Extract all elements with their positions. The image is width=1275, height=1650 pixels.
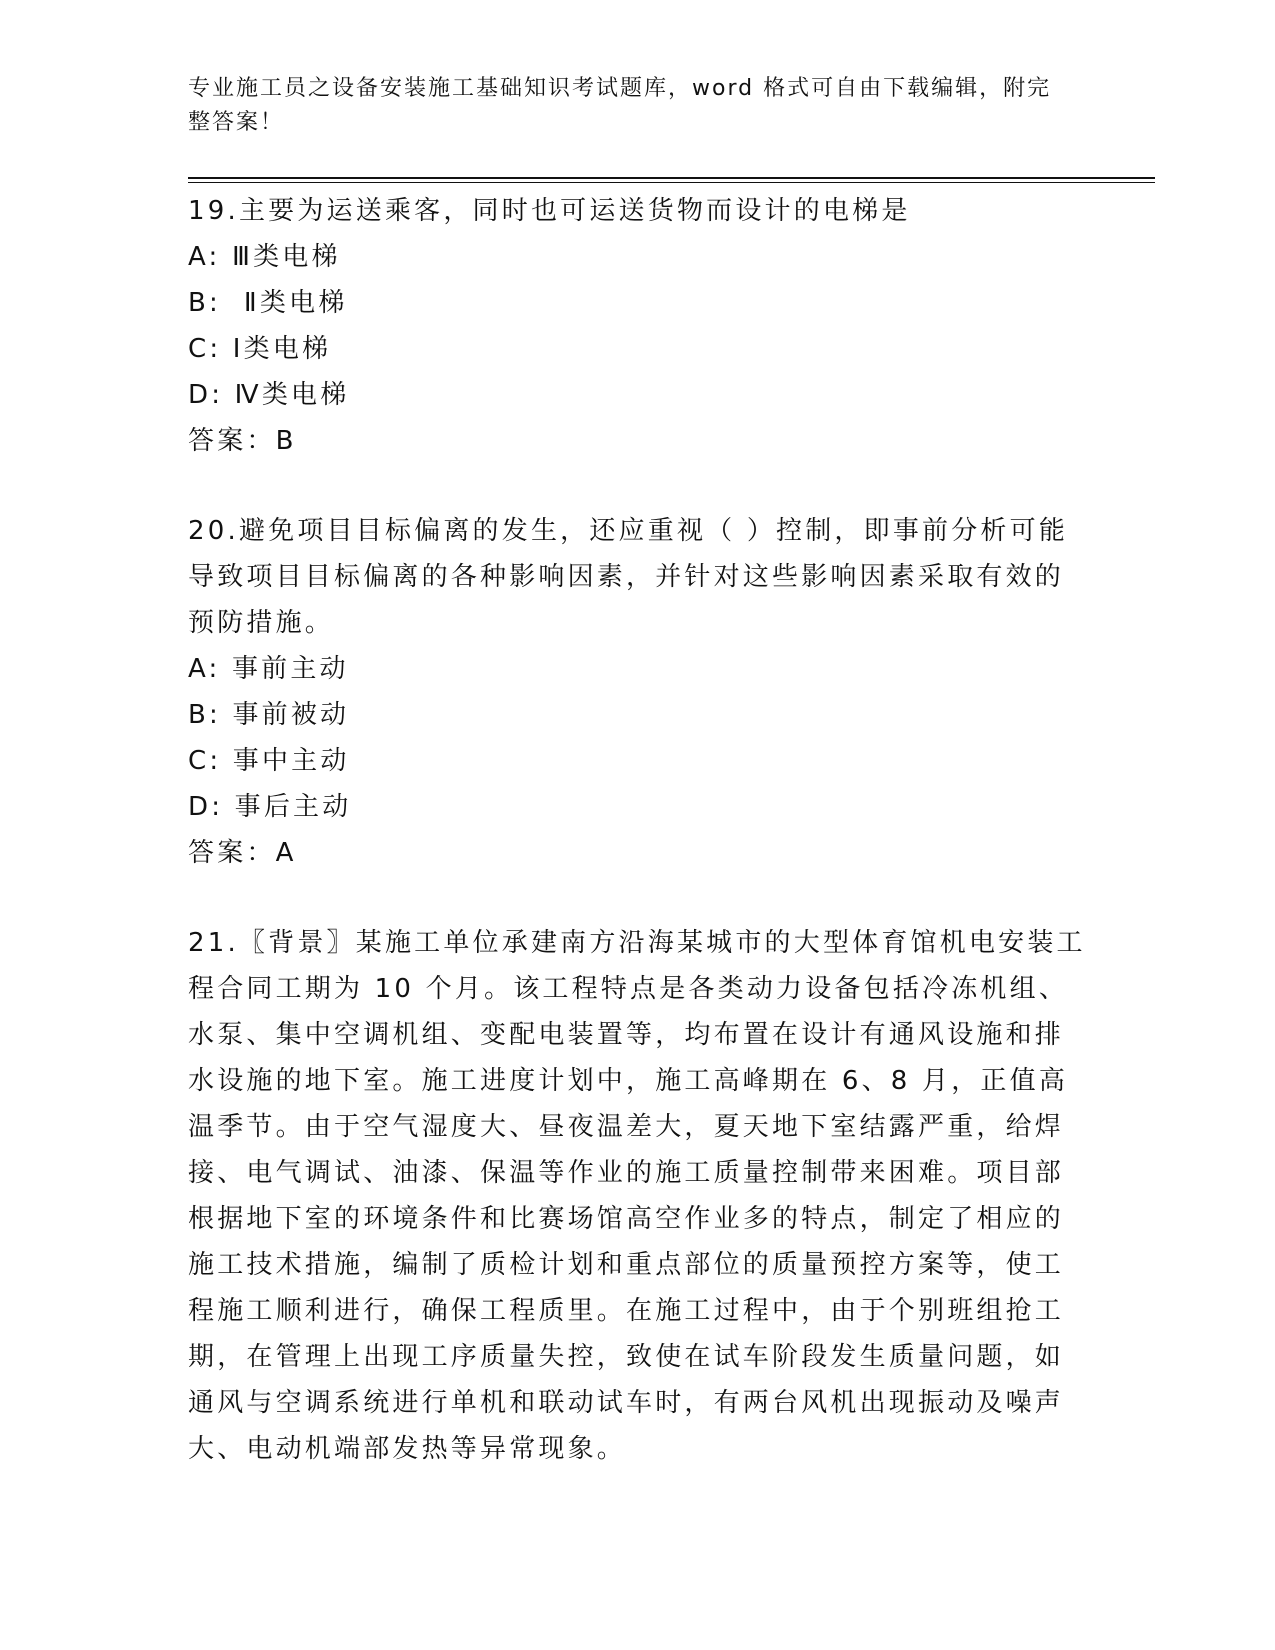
option-d: D: Ⅳ类电梯 [188,380,350,410]
question-stem: 20.避免项目目标偏离的发生，还应重视（ ）控制，即事前分析可能导致项目目标偏离的各种影响因素，并针对这些影响因素采取有效的预防措施。 [188,516,1069,638]
header-divider-thin [188,182,1155,183]
option-b: B: 事前被动 [188,700,350,730]
option-d: D: 事后主动 [188,792,352,822]
question-stem: 21.〖背景〗某施工单位承建南方沿海某城市的大型体育馆机电安装工程合同工期为 10 个月。该工程特点是各类动力设备包括冷冻机组、水泵、集中空调机组、变配电装置等，均布置在设计有通风设施和排水设施的地下室。施工进度计划中，施工高峰期在 6、8 月，正值高温季节。由于空气湿度大、昼夜温差大，夏天地下室结露严重，给焊接、电气调试、油漆、保温等作业的施工质量控制带来困难。项目部根据地下室的环境条件和比赛场馆高空作业多的特点，制定了相应的施工技术措施，编制了质检计划和重点部位的质量预控方案等，使工程施工顺利进行，确保工程质里。在施工过程中，由于个别班组抢工期，在管理上出现工序质量失控，致使在试车阶段发生质量问题，如通风与空调系统进行单机和联动试车时，有两台风机出现振动及噪声大、电动机端部发热等异常现象。 [188,928,1086,1464]
question-21 [188,920,1088,1472]
document-header: 专业施工员之设备安装施工基础知识考试题库，word 格式可自由下载编辑，附完整答案！ [188,76,1052,135]
question-20 [188,508,1088,876]
header-divider [188,177,1155,179]
option-a: A: 事前主动 [188,654,349,684]
option-a: A: Ⅲ类电梯 [188,242,341,272]
answer: 答案：A [188,838,297,868]
option-b: B: Ⅱ类电梯 [188,288,348,318]
question-19 [188,188,1088,464]
answer: 答案：B [188,426,297,456]
option-c: C: Ⅰ类电梯 [188,334,332,364]
question-list [188,188,1088,1472]
question-stem: 19.主要为运送乘客，同时也可运送货物而设计的电梯是 [188,196,911,226]
option-c: C: 事中主动 [188,746,350,776]
